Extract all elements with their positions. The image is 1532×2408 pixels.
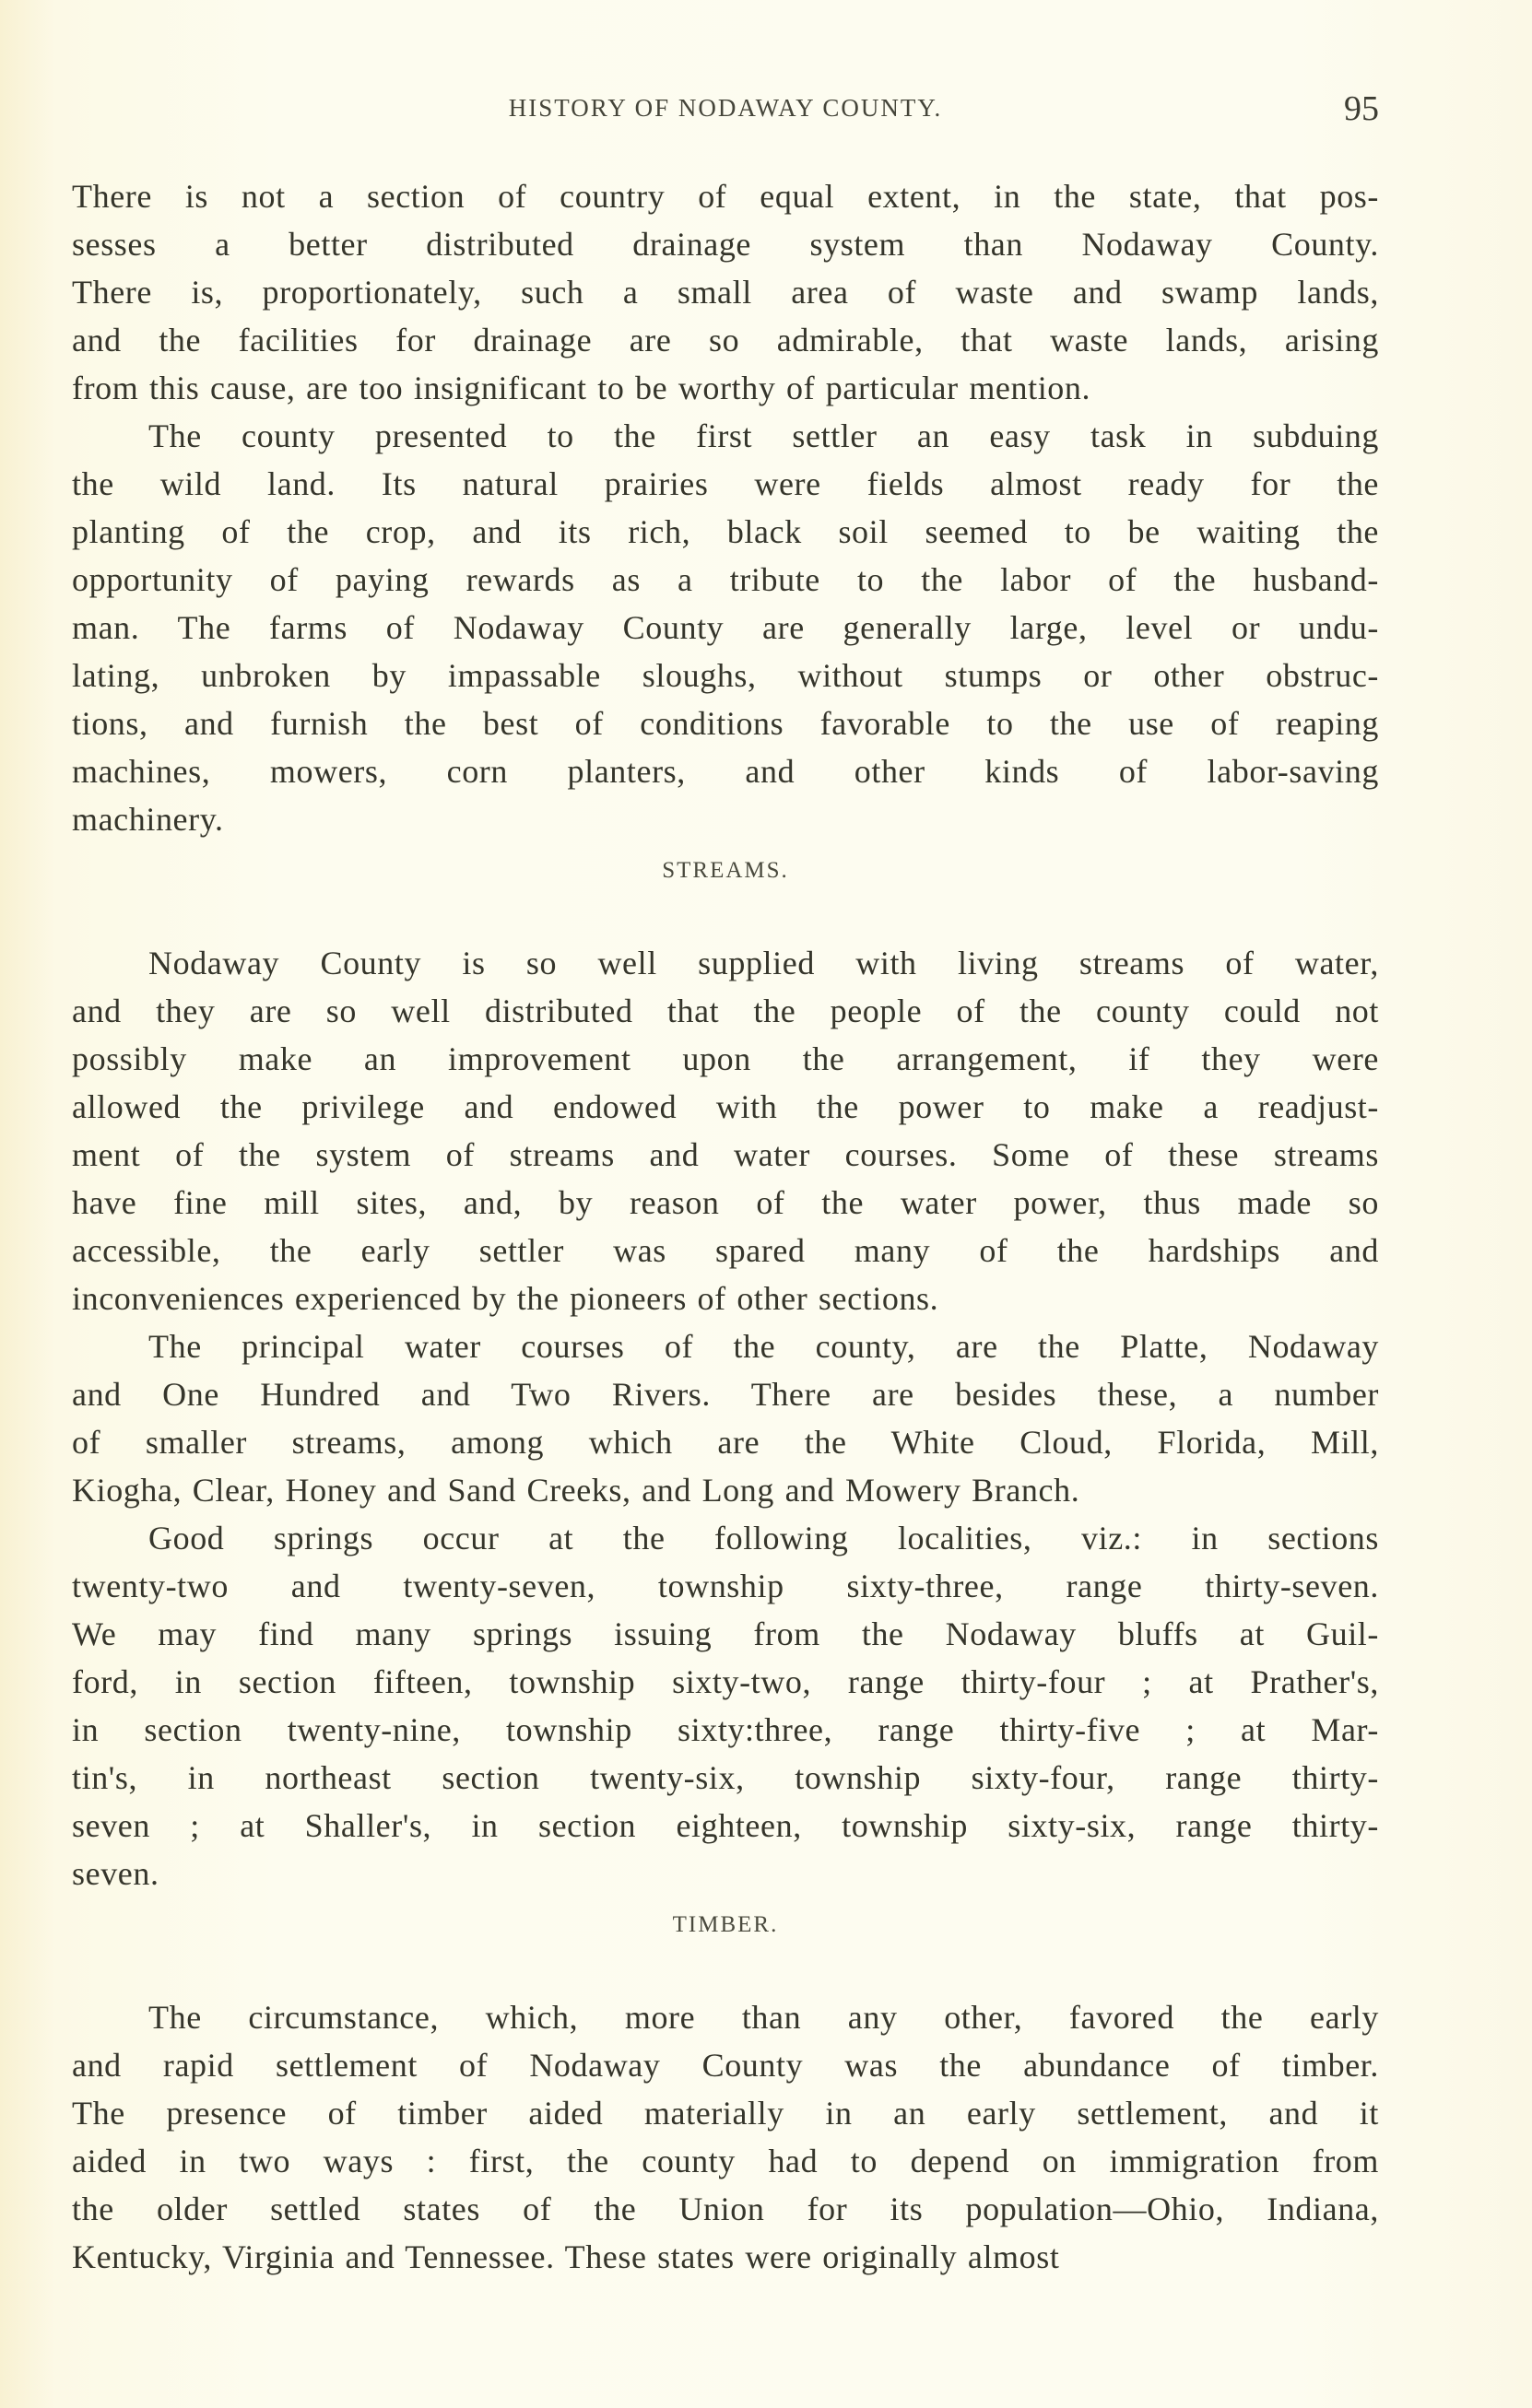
text-line: Good springs occur at the following localities, viz.: in sections bbox=[148, 1520, 1379, 1556]
text-line: sesses a better distributed drainage system than Nodaway County. bbox=[72, 226, 1379, 263]
page-number: 95 bbox=[1344, 89, 1379, 128]
running-title: HISTORY OF NODAWAY COUNTY. bbox=[508, 94, 943, 122]
text-line: have fine mill sites, and, by reason of the water power, thus made so bbox=[72, 1184, 1379, 1221]
text-line: The county presented to the first settler an easy task in subduing bbox=[148, 417, 1379, 454]
text-line: and the facilities for drainage are so admirable, that waste lands, arising bbox=[72, 322, 1379, 358]
text-line: The principal water courses of the county, are the Platte, Nodaway bbox=[148, 1328, 1379, 1365]
text-line: seven. bbox=[72, 1855, 159, 1892]
text-line: tin's, in northeast section twenty-six, township sixty-four, range thirty- bbox=[72, 1759, 1379, 1796]
text-line: machines, mowers, corn planters, and other kinds of labor-saving bbox=[72, 753, 1379, 790]
text-line: from this cause, are too insignificant to be worthy of particular mention. bbox=[72, 370, 1091, 406]
text-line: ford, in section fifteen, township sixty-two, range thirty-four ; at Prather's, bbox=[72, 1663, 1379, 1700]
text-line: twenty-two and twenty-seven, township sixty-three, range thirty-seven. bbox=[72, 1568, 1379, 1604]
text-line: opportunity of paying rewards as a tribute to the labor of the husband- bbox=[72, 561, 1379, 598]
text-line: possibly make an improvement upon the arrangement, if they were bbox=[72, 1040, 1379, 1077]
text-line: planting of the crop, and its rich, black soil seemed to be waiting the bbox=[72, 513, 1379, 550]
paragraph bbox=[72, 1993, 1379, 2281]
text-line: There is not a section of country of equal extent, in the state, that pos- bbox=[72, 178, 1379, 215]
text-line: Kentucky, Virginia and Tennessee. These states were originally almost bbox=[72, 2238, 1060, 2275]
text-line: of smaller streams, among which are the White Cloud, Florida, Mill, bbox=[72, 1424, 1379, 1461]
text-line: machinery. bbox=[72, 801, 224, 838]
text-line: The presence of timber aided materially in an early settlement, and it bbox=[72, 2095, 1379, 2132]
text-line: in section twenty-nine, township sixty:three, range thirty-five ; at Mar- bbox=[72, 1711, 1379, 1748]
text-line: There is, proportionately, such a small area of waste and swamp lands, bbox=[72, 274, 1379, 311]
text-line: the wild land. Its natural prairies were fields almost ready for the bbox=[72, 465, 1379, 502]
section-heading: STREAMS. bbox=[662, 858, 789, 883]
text-line: and they are so well distributed that the people of the county could not bbox=[72, 993, 1379, 1029]
text-line: tions, and furnish the best of conditions favorable to the use of reaping bbox=[72, 705, 1379, 742]
page-body bbox=[72, 172, 1379, 2281]
text-line: man. The farms of Nodaway County are generally large, level or undu- bbox=[72, 609, 1379, 646]
text-line: accessible, the early settler was spared many of the hardships and bbox=[72, 1232, 1379, 1269]
text-line: We may find many springs issuing from the Nodaway bluffs at Guil- bbox=[72, 1615, 1379, 1652]
text-line: the older settled states of the Union for its population—Ohio, Indiana, bbox=[72, 2191, 1379, 2227]
paragraph bbox=[72, 939, 1379, 1322]
text-line: and One Hundred and Two Rivers. There are besides these, a number bbox=[72, 1376, 1379, 1413]
text-line: aided in two ways : first, the county had to depend on immigration from bbox=[72, 2143, 1379, 2179]
paragraph bbox=[72, 1514, 1379, 1897]
text-line: seven ; at Shaller's, in section eighteen, township sixty-six, range thirty- bbox=[72, 1807, 1379, 1844]
text-line: Nodaway County is so well supplied with living streams of water, bbox=[148, 945, 1379, 981]
text-line: allowed the privilege and endowed with the power to make a readjust- bbox=[72, 1088, 1379, 1125]
text-line: lating, unbroken by impassable sloughs, without stumps or other obstruc- bbox=[72, 657, 1379, 694]
text-line: The circumstance, which, more than any other, favored the early bbox=[148, 1999, 1379, 2036]
paragraph bbox=[72, 172, 1379, 412]
paragraph bbox=[72, 1322, 1379, 1514]
text-line: Kiogha, Clear, Honey and Sand Creeks, and Long and Mowery Branch. bbox=[72, 1472, 1080, 1509]
text-line: inconveniences experienced by the pioneers of other sections. bbox=[72, 1280, 939, 1317]
section-heading: TIMBER. bbox=[672, 1912, 779, 1937]
text-line: and rapid settlement of Nodaway County was the abundance of timber. bbox=[72, 2047, 1379, 2084]
paragraph bbox=[72, 412, 1379, 843]
page-header bbox=[72, 88, 1379, 135]
text-line: ment of the system of streams and water courses. Some of these streams bbox=[72, 1136, 1379, 1173]
